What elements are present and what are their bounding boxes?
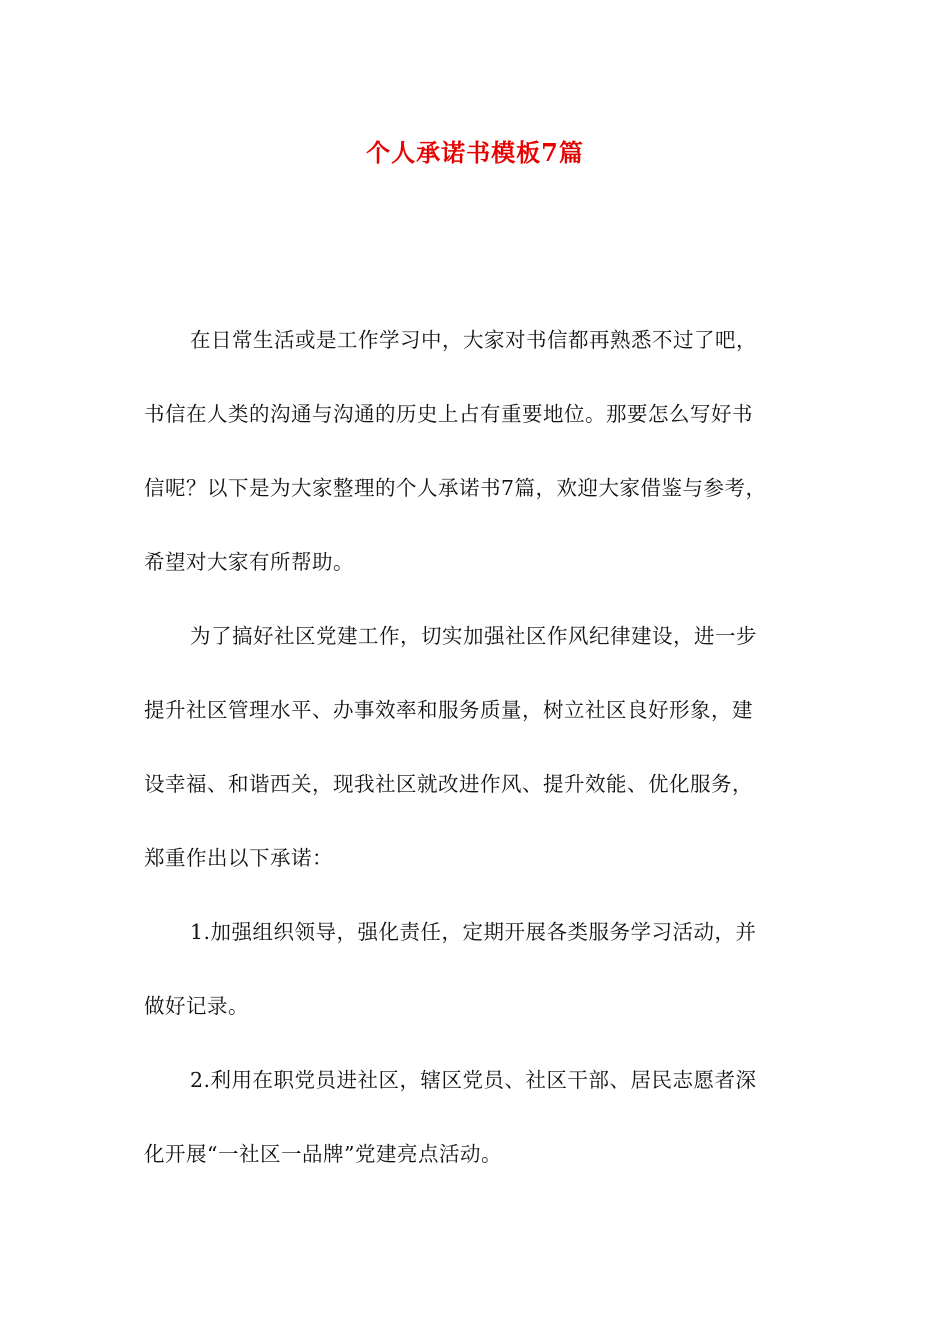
paragraph-2-line-1: 为了搞好社区党建工作，切实加强社区作风纪律建设，进一步: [190, 624, 757, 648]
list-item-1-line-2: 做好记录。: [144, 994, 249, 1018]
list-item-2-line-2: 化开展“一社区一品牌”党建亮点活动。: [144, 1142, 502, 1166]
paragraph-1-line-1: 在日常生活或是工作学习中，大家对书信都再熟悉不过了吧，: [190, 328, 757, 352]
list-item-1-line-1: 1.加强组织领导，强化责任，定期开展各类服务学习活动，并: [190, 920, 757, 944]
list-item-2-line-1: 2.利用在职党员进社区，辖区党员、社区干部、居民志愿者深: [190, 1068, 757, 1092]
paragraph-1-line-2: 书信在人类的沟通与沟通的历史上占有重要地位。那要怎么写好书: [144, 402, 753, 426]
paragraph-2-line-4: 郑重作出以下承诺：: [144, 846, 333, 870]
paragraph-2-line-3: 设幸福、和谐西关，现我社区就改进作风、提升效能、优化服务，: [144, 772, 753, 796]
paragraph-1-line-4: 希望对大家有所帮助。: [144, 550, 354, 574]
document-title: 个人承诺书模板7篇: [366, 138, 584, 167]
document-body: [144, 318, 810, 1206]
paragraph-2-line-2: 提升社区管理水平、办事效率和服务质量，树立社区良好形象，建: [144, 698, 753, 722]
paragraph-1-line-3: 信呢？以下是为大家整理的个人承诺书7篇，欢迎大家借鉴与参考，: [144, 476, 767, 500]
